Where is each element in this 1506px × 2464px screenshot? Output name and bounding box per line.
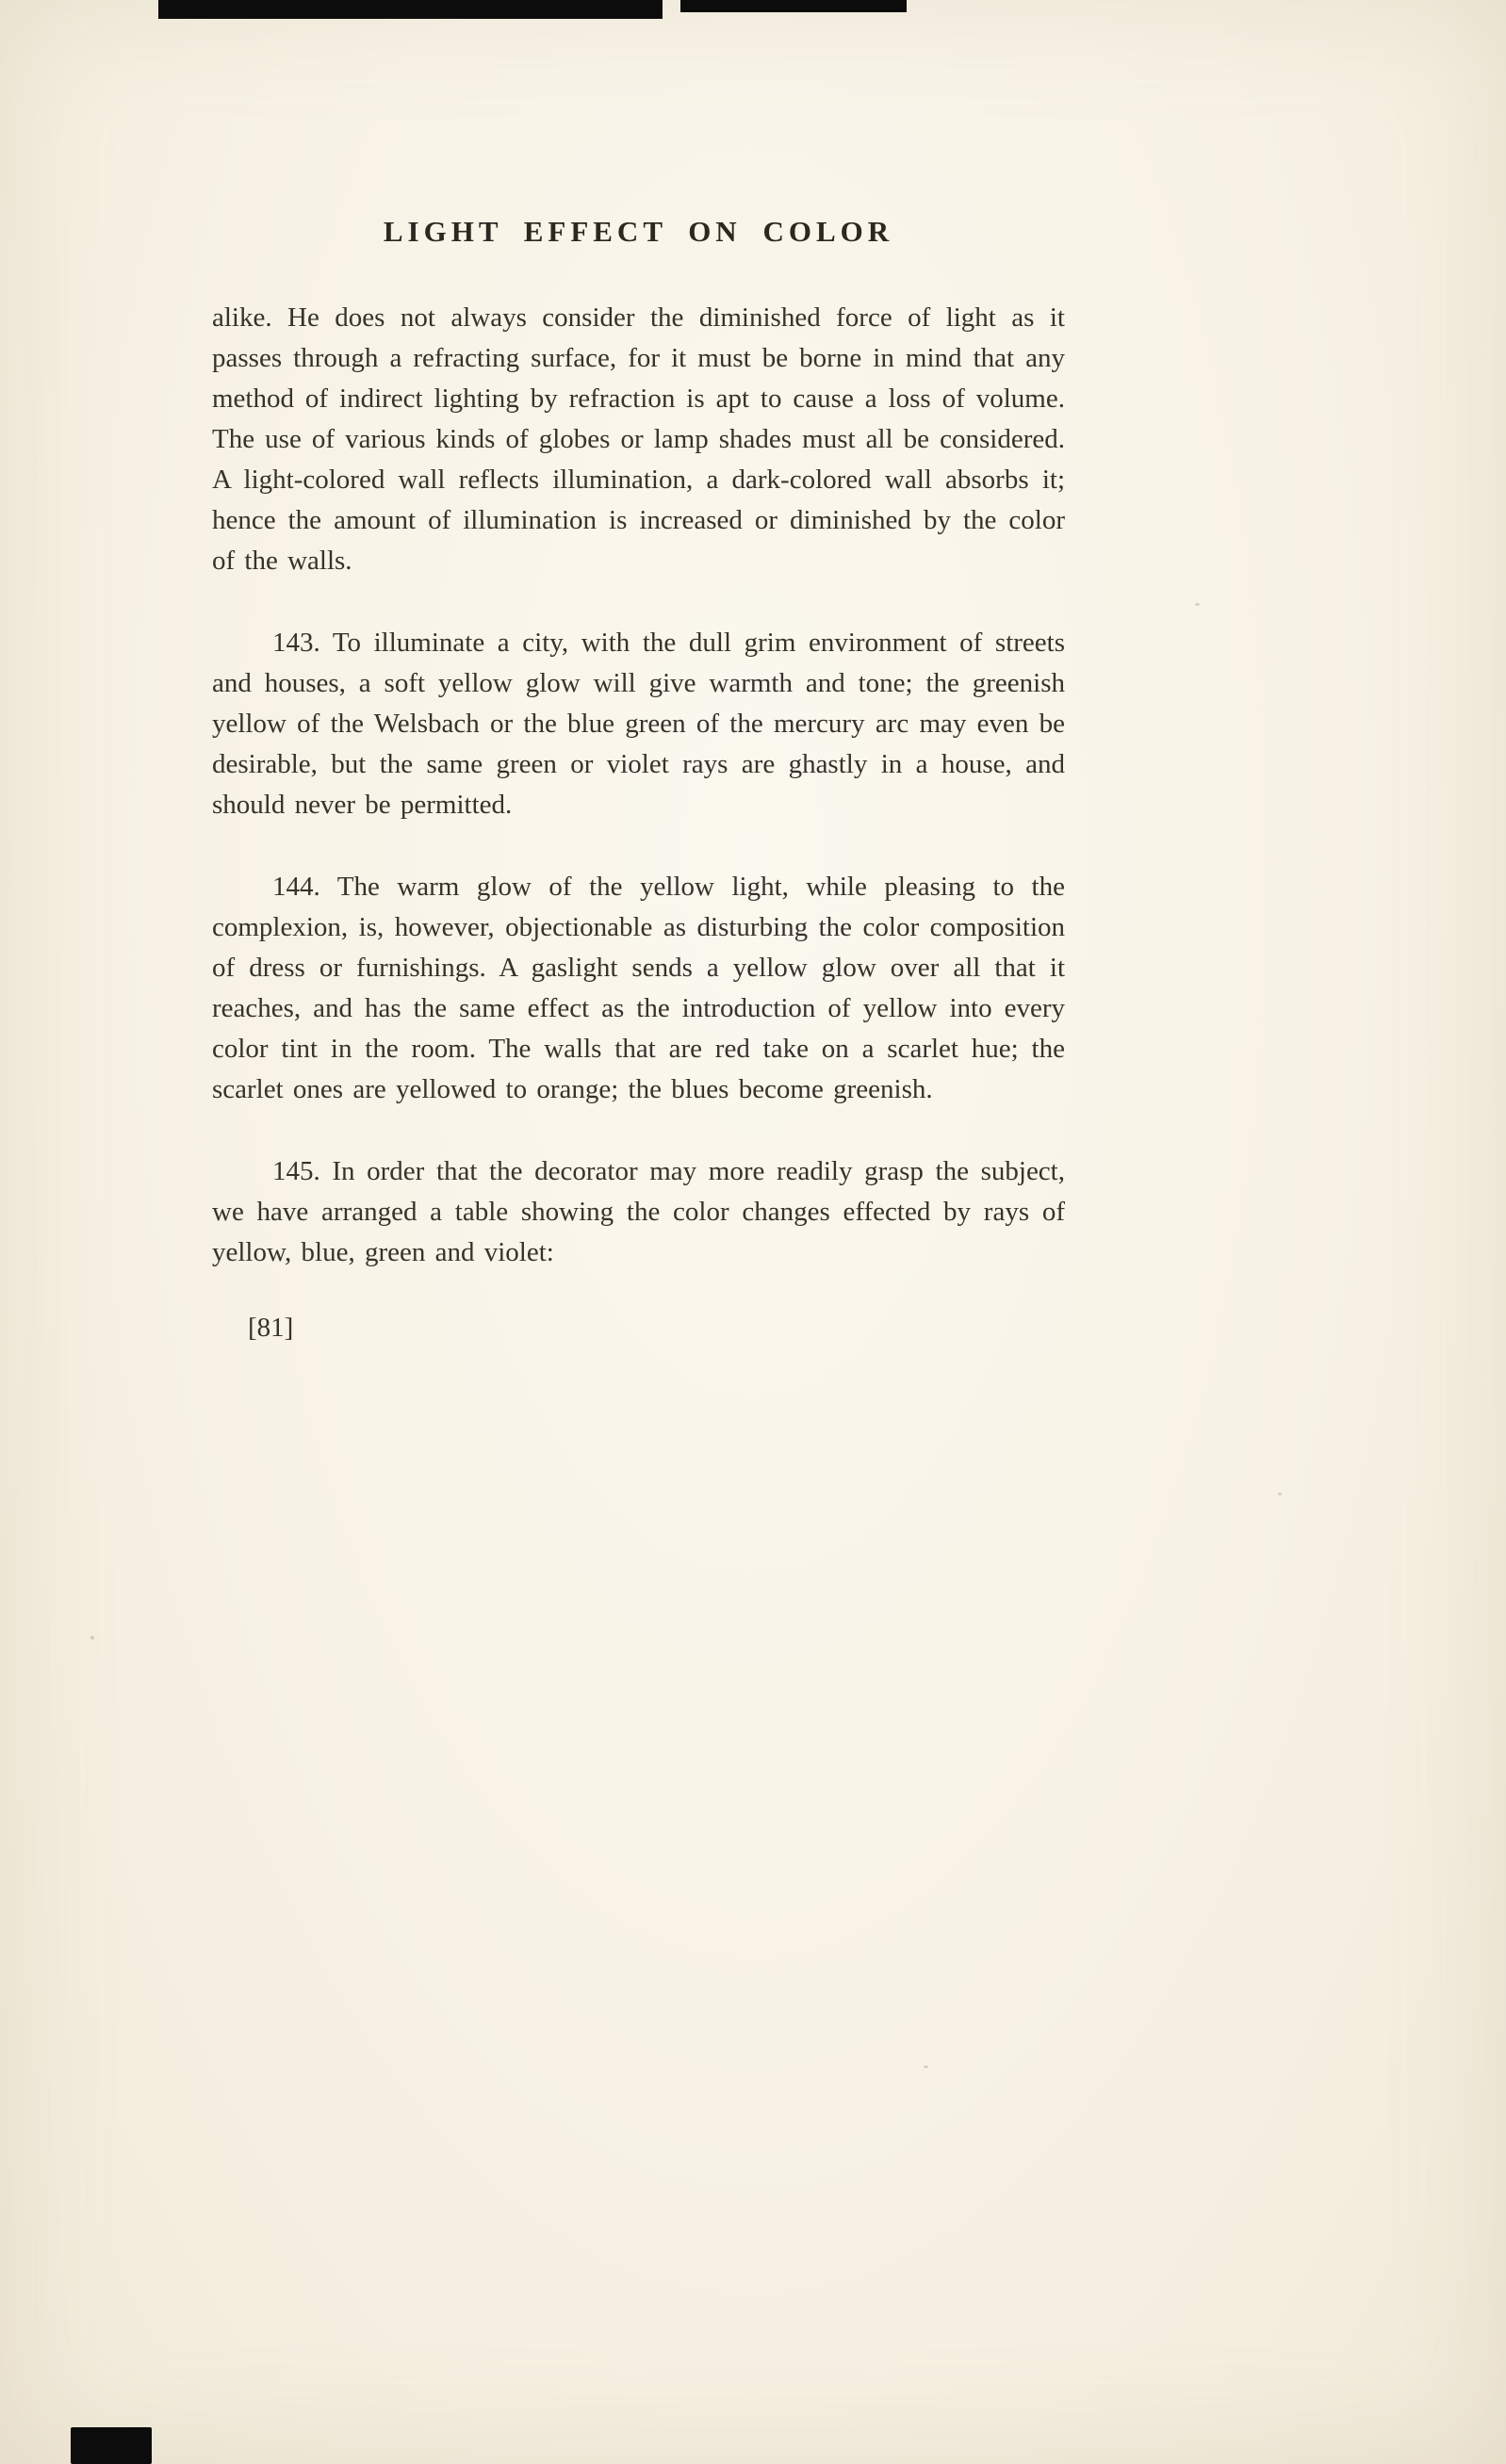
page-heading: LIGHT EFFECT ON COLOR	[383, 215, 894, 248]
page-number: [81]	[248, 1313, 294, 1343]
paper-speck	[90, 1636, 94, 1640]
paper-speck	[924, 2065, 928, 2068]
paragraph-continuation: alike. He does not always consider the diminished force of light as it passes through a refracting surface, for it must be borne in mind that any method of indirect lighting by refraction is apt to cause a loss of volume. The use of various kinds of globes or lamp shades must all be considered. A light-colored wall reflects illumination, a dark-colored wall absorbs it; hence the amount of illumination is increased or diminished by the color of the walls.	[212, 302, 1065, 576]
scan-artifact-top-right	[680, 0, 907, 12]
text-column	[212, 215, 1065, 1344]
scan-artifact-top-left	[158, 0, 663, 19]
paragraph-145: 145. In order that the decorator may more readily grasp the subject, we have arranged a table showing the color changes effected by rays of yellow, blue, green and violet:	[212, 1156, 1065, 1267]
scan-artifact-bottom-left	[71, 2427, 152, 2464]
paragraph-143: 143. To illuminate a city, with the dull grim environment of streets and houses, a soft yellow glow will give warmth and tone; the greenish yellow of the Welsbach or the blue green of the mercury arc may even be desirable, but the same green or violet rays are ghastly in a house, and should never be permitted.	[212, 628, 1065, 820]
paragraph-144: 144. The warm glow of the yellow light, while pleasing to the complexion, is, however, objectionable as disturbing the color composition of dress or furnishings. A gaslight sends a yellow glow over all that it reaches, and has the same effect as the introduction of yellow into every color tint in the room. The walls that are red take on a scarlet hue; the scarlet ones are yellowed to orange; the blues become greenish.	[212, 872, 1065, 1104]
paper-speck	[1195, 603, 1200, 606]
paper-speck	[1278, 1493, 1282, 1495]
